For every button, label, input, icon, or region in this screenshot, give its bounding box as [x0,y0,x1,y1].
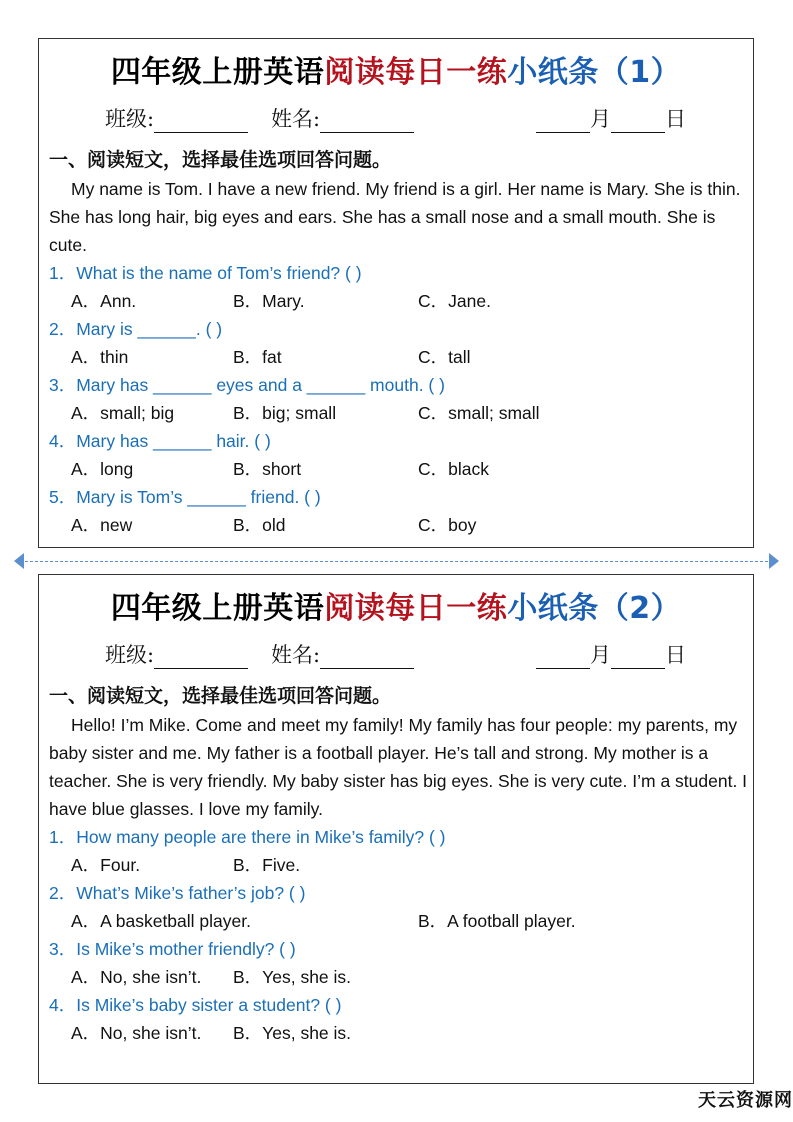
day-label: 日 [665,643,686,667]
question: 2．Mary is ______. ( ) [49,319,223,339]
month-label: 月 [590,107,611,131]
option-a[interactable]: A．Four. [71,855,141,875]
option-c[interactable]: C．boy [418,515,477,535]
title-part-blue: 小纸条（2） [507,591,682,626]
option-c[interactable]: C．small; small [418,403,540,423]
class-blank[interactable] [154,646,248,669]
worksheet-card-2 [38,574,754,1084]
option-a[interactable]: A．No, she isn’t. [71,967,202,987]
options-row [71,851,731,879]
question: 3．Mary has ______ eyes and a ______ mouth. ( ) [49,375,445,395]
option-c[interactable]: C．Jane. [418,291,491,311]
name-blank[interactable] [320,646,414,669]
class-label: 班级: [105,107,155,131]
option-b[interactable]: B．big; small [233,403,337,423]
reading-passage: Hello! I’m Mike. Come and meet my family! My family has four people: my parents, my baby sister and me. My father is a football player. He’s tall and strong. My mother is a teacher. She is very friendly. My baby sister has big eyes. She is very cute. I’m a student. I have blue glasses. I love my family. [49,715,748,819]
student-info-line [39,103,753,133]
question: 4．Mary has ______ hair. ( ) [49,431,271,451]
title-part-black: 四年级上册英语 [110,591,325,626]
section-heading: 一、阅读短文，选择最佳选项回答问题。 [49,149,392,171]
option-a[interactable]: A．new [71,515,133,535]
options-row [71,511,731,539]
month-label: 月 [590,643,611,667]
question: 5．Mary is Tom’s ______ friend. ( ) [49,487,321,507]
options-row [71,343,731,371]
options-row [71,455,731,483]
dashed-cut-line [20,561,773,562]
title-part-black: 四年级上册英语 [110,55,325,90]
question: 3．Is Mike’s mother friendly? ( ) [49,939,296,959]
day-blank[interactable] [611,646,665,669]
title-part-blue: 小纸条（1） [507,55,682,90]
name-label: 姓名: [271,643,321,667]
worksheet-card-1 [38,38,754,548]
question: 2．What’s Mike’s father’s job? ( ) [49,883,306,903]
options-row [71,399,731,427]
option-c[interactable]: C．tall [418,347,471,367]
reading-passage: My name is Tom. I have a new friend. My friend is a girl. Her name is Mary. She is thin. She has long hair, big eyes and ears. She has a small nose and a small mouth. She is cute. [49,179,741,255]
class-blank[interactable] [154,110,248,133]
option-a[interactable]: A．Ann. [71,291,137,311]
arrow-right-icon [769,553,779,569]
question: 4．Is Mike’s baby sister a student? ( ) [49,995,342,1015]
option-b[interactable]: B．Yes, she is. [233,967,352,987]
month-blank[interactable] [536,646,590,669]
class-label: 班级: [105,643,155,667]
option-a[interactable]: A．thin [71,347,129,367]
site-watermark: 天云资源网 [698,1090,793,1111]
name-blank[interactable] [320,110,414,133]
card-title [39,47,753,91]
options-row [71,1019,731,1047]
option-b[interactable]: B．Mary. [233,291,305,311]
month-blank[interactable] [536,110,590,133]
question: 1．What is the name of Tom’s friend? ( ) [49,263,362,283]
question: 1．How many people are there in Mike’s family? ( ) [49,827,446,847]
day-label: 日 [665,107,686,131]
day-blank[interactable] [611,110,665,133]
options-row [71,963,731,991]
option-b[interactable]: B．A football player. [418,911,576,931]
option-b[interactable]: B．fat [233,347,282,367]
option-a[interactable]: A．small; big [71,403,175,423]
option-b[interactable]: B．Yes, she is. [233,1023,352,1043]
student-info-line [39,639,753,669]
section-heading: 一、阅读短文，选择最佳选项回答问题。 [49,685,392,707]
option-c[interactable]: C．black [418,459,489,479]
option-b[interactable]: B．old [233,515,286,535]
option-a[interactable]: A．long [71,459,134,479]
option-a[interactable]: A．A basketball player. [71,911,251,931]
options-row [71,287,731,315]
option-a[interactable]: A．No, she isn’t. [71,1023,202,1043]
options-row [71,907,731,935]
option-b[interactable]: B．short [233,459,302,479]
title-part-red: 阅读每日一练 [324,55,508,90]
name-label: 姓名: [271,107,321,131]
title-part-red: 阅读每日一练 [324,591,508,626]
option-b[interactable]: B．Five. [233,855,301,875]
card-title [39,583,753,627]
